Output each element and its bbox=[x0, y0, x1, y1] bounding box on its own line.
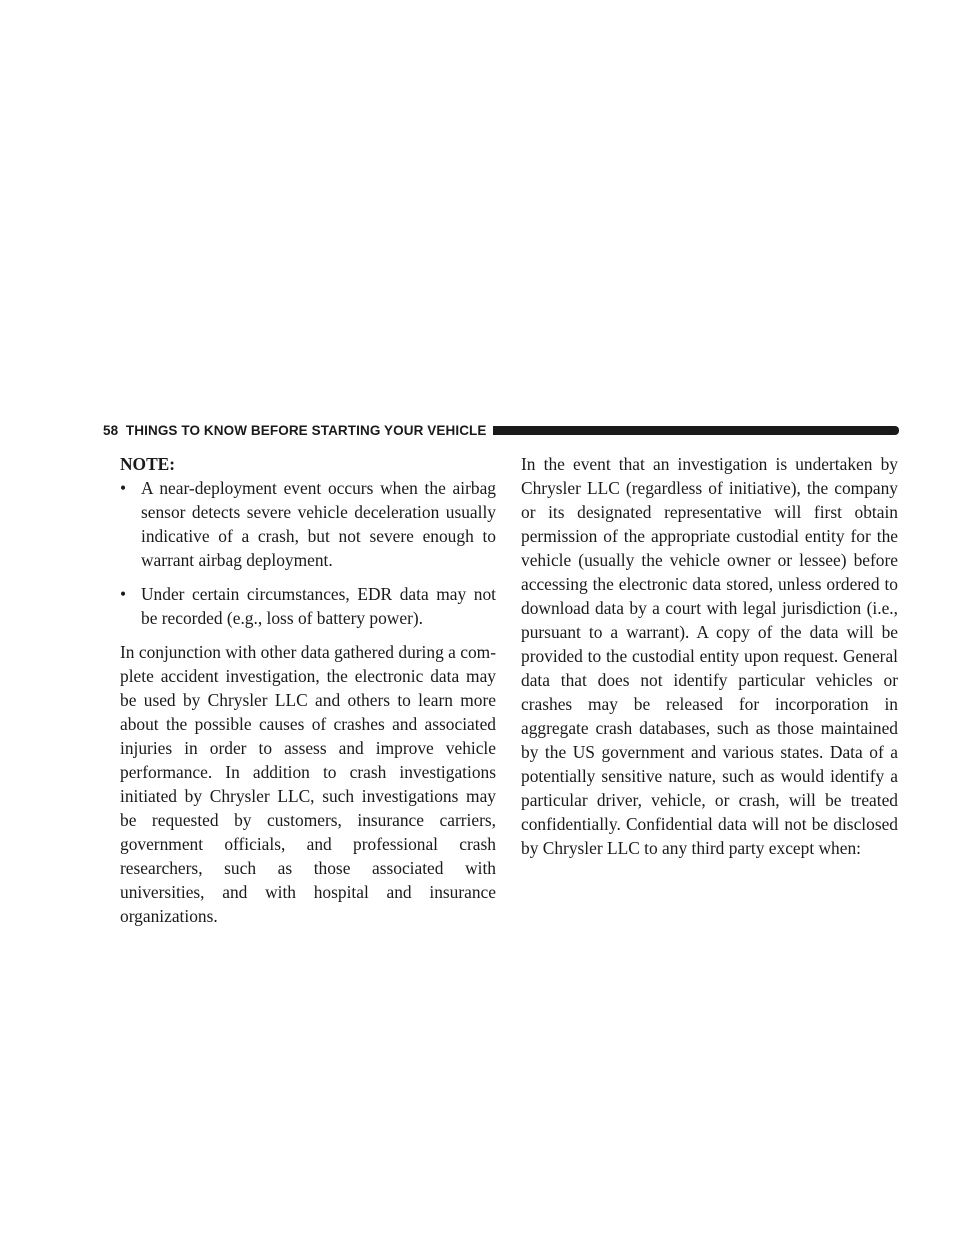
list-item bbox=[120, 582, 496, 630]
page-number: 58 bbox=[103, 422, 119, 438]
note-heading: NOTE: bbox=[120, 454, 176, 474]
header-text bbox=[103, 423, 487, 438]
right-column bbox=[521, 452, 898, 860]
list-item bbox=[120, 476, 496, 572]
body-paragraph: In conjunction with other data gathered during a complete accident investigation, the electronic data may be used by Chrysler LLC and others to learn more about the possible causes of crashes and associated injuries in order to assess and improve vehicle performance. In addition to crash investigations initiated by Chrysler LLC, such investigations may be requested by customers, insurance carriers, government officials, and professional crash researchers, such as those associated with universities, and with hospital and insurance organizations. bbox=[120, 642, 496, 926]
section-title: THINGS TO KNOW BEFORE STARTING YOUR VEHICLE bbox=[125, 422, 487, 438]
page-header bbox=[103, 420, 899, 440]
left-column bbox=[120, 452, 496, 928]
header-rule-bar bbox=[493, 426, 900, 435]
bullet-text: A near-deployment event occurs when the airbag sensor detects severe vehicle deceleration usually indicative of a crash, but not severe enough to warrant airbag deployment. bbox=[141, 478, 496, 570]
bullet-icon: • bbox=[120, 478, 127, 498]
bullet-icon: • bbox=[120, 584, 127, 604]
body-paragraph: In the event that an investigation is undertaken by Chrysler LLC (regardless of initiative), the company or its designated representative will first obtain permission of the appropriate custodial entity for the vehicle (usually the vehicle owner or lessee) before accessing the electronic data stored, unless ordered to download data by a court with legal jurisdiction (i.e., pursuant to a warrant). A copy of the data will be provided to the custodial entity upon request. General data that does not identify particular vehicles or crashes may be released for incorporation in aggregate crash databases, such as those maintained by the US government and various states. Data of a potentially sensitive nature, such as would identify a particular driver, vehicle, or crash, will be treated confidentially. Confidential data will not be disclosed by Chrysler LLC to any third party except when: bbox=[521, 454, 898, 858]
bullet-text: Under certain circumstances, EDR data may not be recorded (e.g., loss of battery power). bbox=[141, 584, 496, 628]
note-bullet-list bbox=[120, 476, 496, 630]
